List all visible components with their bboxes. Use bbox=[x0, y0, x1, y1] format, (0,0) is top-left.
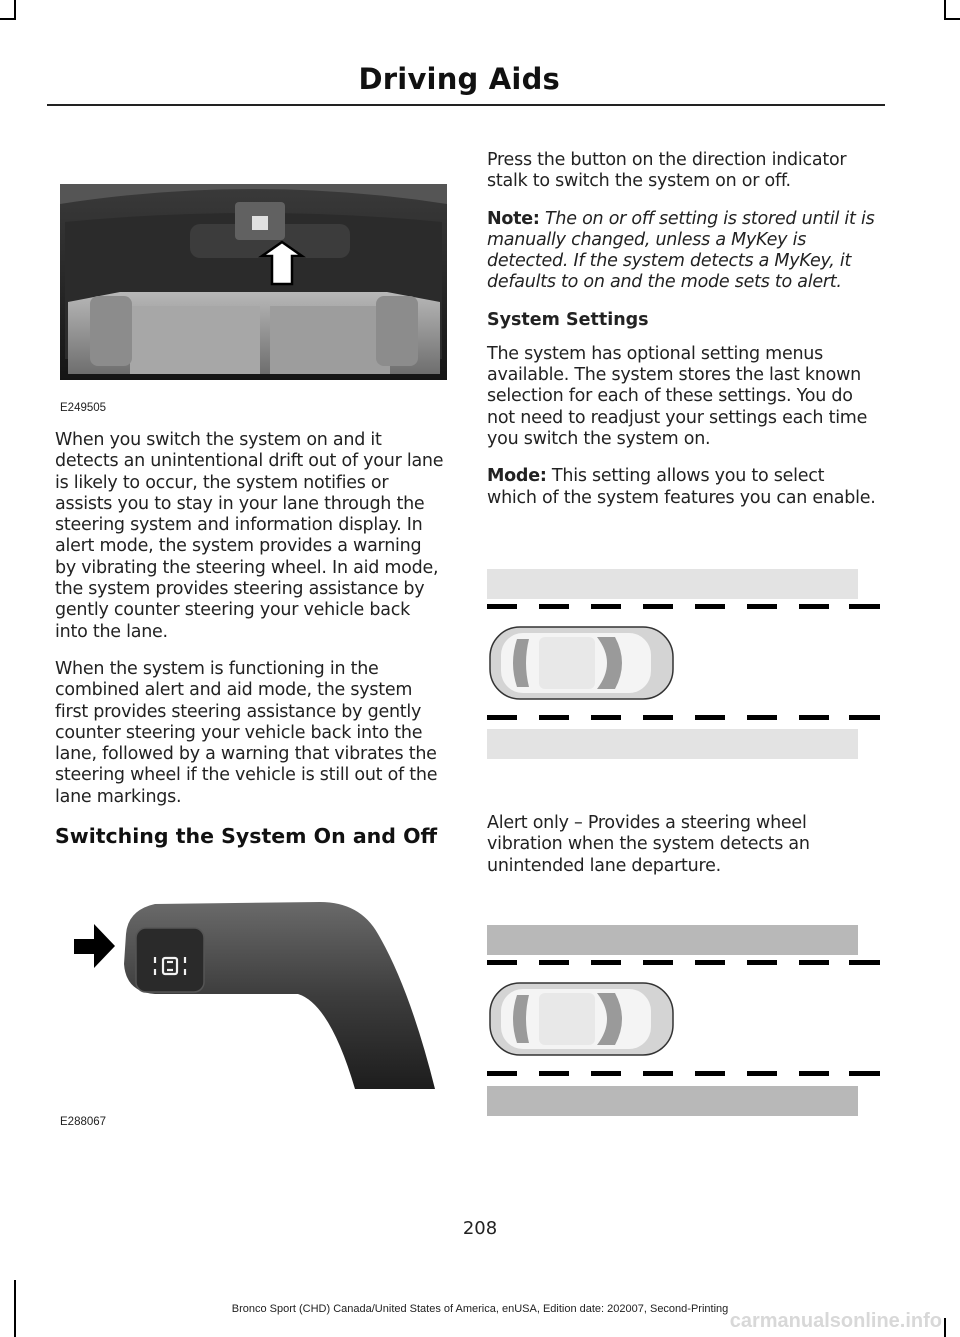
subheading: System Settings bbox=[487, 309, 649, 330]
crop-mark bbox=[14, 0, 16, 20]
paragraph: When you switch the system on and it detects an unintentional drift out of your lane is likely to occur, the system notifies or assists you to stay in your lane through the steering system and information display. In alert mode, the system provides a warning by vibrating the steering wheel. In aid mode, the system provides steering assistance by gently counter steering your vehicle back into the lane. bbox=[55, 430, 444, 642]
mode-paragraph bbox=[487, 466, 879, 509]
header-divider bbox=[47, 104, 885, 106]
rear-window-camera-figure bbox=[60, 184, 447, 380]
page-number: 208 bbox=[462, 1218, 498, 1239]
crop-mark bbox=[944, 18, 960, 20]
paragraph: When the system is functioning in the combined alert and aid mode, the system first provides steering assistance by gently counter steering your vehicle back into the lane, followed by a warning that vibrates the steering wheel if the vehicle is still out of the lane markings. bbox=[55, 658, 438, 807]
lane-diagram-alert-only bbox=[487, 569, 880, 759]
page-title: Driving Aids bbox=[358, 62, 560, 96]
mode-label: Mode: bbox=[487, 466, 547, 487]
note-text: The on or off setting is stored until it is manually changed, unless a MyKey is detected. If the system detects a MyKey, it defaults to on and the mode sets to alert. bbox=[487, 208, 875, 293]
direction-indicator-stalk-figure bbox=[60, 894, 447, 1094]
paragraph: The system has optional setting menus available. The system stores the last known selection for each of these settings. You do not need to readjust your settings each time you switch the system on. bbox=[487, 343, 868, 449]
figure-id: E288067 bbox=[60, 1116, 107, 1128]
car-icon bbox=[490, 627, 673, 699]
note-paragraph bbox=[487, 209, 879, 294]
paragraph: Alert only – Provides a steering wheel vibration when the system detects an unintended lane departure. bbox=[487, 813, 810, 876]
crop-mark bbox=[944, 0, 946, 20]
note-label: Note: bbox=[487, 208, 540, 229]
mode-text: This setting allows you to select which of the system features you can enable. bbox=[487, 466, 876, 508]
watermark: carmanualsonline.info bbox=[729, 1310, 942, 1332]
crop-mark bbox=[0, 18, 16, 20]
paragraph: Press the button on the direction indicator stalk to switch the system on or off. bbox=[487, 150, 847, 192]
crop-mark bbox=[944, 1318, 946, 1337]
figure-id: E249505 bbox=[60, 402, 107, 414]
lane-diagram-aid-only bbox=[487, 925, 880, 1116]
footer-text: Bronco Sport (CHD) Canada/United States of America, enUSA, Edition date: 202007, Second-Printing bbox=[231, 1303, 729, 1315]
section-heading: Switching the System On and Off bbox=[55, 824, 438, 849]
car-icon bbox=[490, 983, 673, 1055]
